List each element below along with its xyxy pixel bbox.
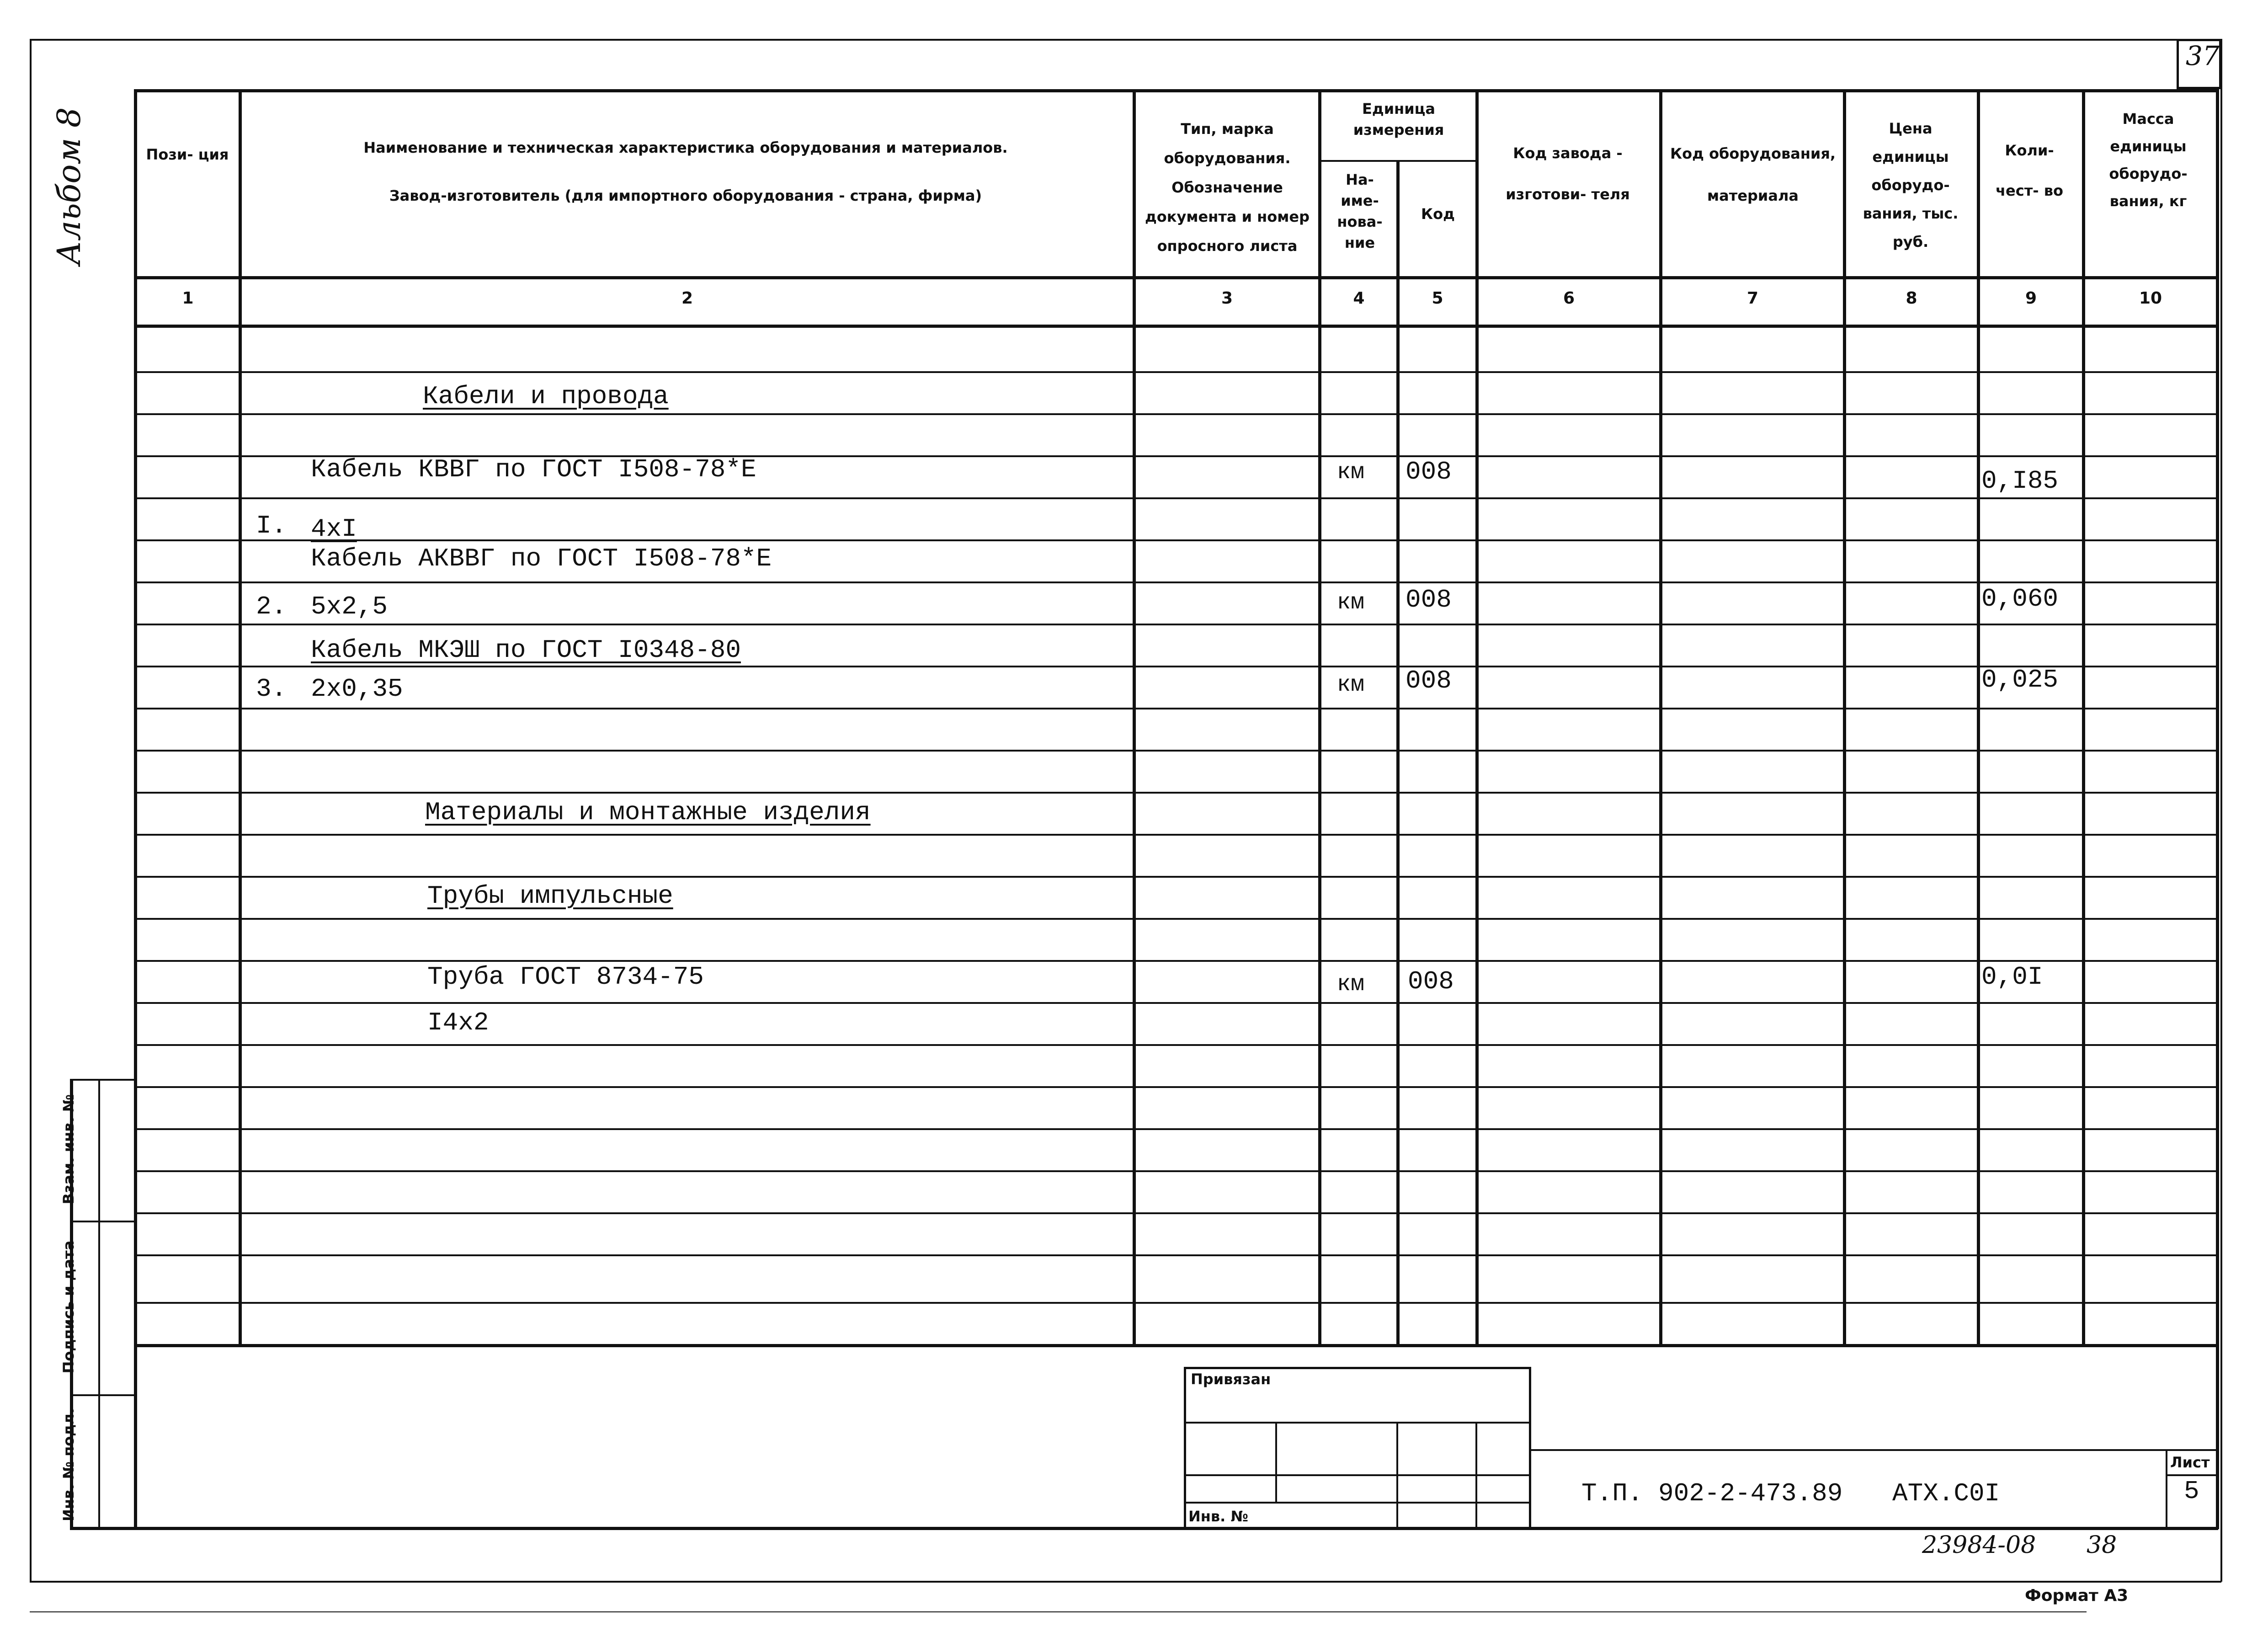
privyazan-row-2 (1184, 1474, 1531, 1476)
pipe-code: 008 (1408, 967, 1454, 996)
row-line (134, 413, 2218, 415)
table-bottom-line (134, 1344, 2218, 1347)
header-col10: Масса единицы оборудо- вания, кг (2109, 110, 2188, 210)
row-line (134, 1212, 2218, 1214)
colnum-5: 5 (1432, 289, 1443, 308)
colnum-1: 1 (182, 289, 194, 308)
section-cables: Кабели и провода (423, 382, 669, 411)
pos1: I. (256, 511, 287, 540)
header-bottom-line (134, 276, 2218, 279)
cable1-unit: км (1337, 459, 1365, 485)
privyazan-row-1 (1184, 1422, 1531, 1424)
outer-top-line (30, 39, 2221, 41)
row-line (134, 1044, 2218, 1046)
pipe-size: I4х2 (427, 1008, 489, 1037)
row-line (134, 497, 2218, 499)
row-line (134, 1128, 2218, 1130)
page-bottom-line (30, 1611, 2087, 1612)
header-col9: Коли- чест- во (1996, 142, 2063, 199)
docnum-top-line (1531, 1449, 2217, 1451)
cable1-qty: 0,I85 (1981, 466, 2059, 496)
header-unit-group: Единица измерения (1353, 100, 1444, 139)
header-col2-line1: Наименование и техническая характеристика оборудования и материалов. (363, 139, 1008, 156)
colnum-8: 8 (1906, 289, 1917, 308)
row-line (134, 792, 2218, 794)
stamp-vzam-inv: Взам. инв. № (60, 1094, 77, 1205)
pos3-size: 2х0,35 (311, 674, 403, 704)
row-line (134, 1170, 2218, 1172)
col-div-5 (1475, 89, 1479, 1346)
colnum-4: 4 (1353, 289, 1365, 308)
header-col7: Код оборудования, материала (1670, 145, 1836, 204)
inv-no-label: Инв. № (1188, 1508, 1248, 1525)
privyazan-col-2 (1396, 1422, 1398, 1529)
row-line (134, 960, 2218, 962)
privyazan-col-3 (1475, 1422, 1477, 1529)
table-top-line (134, 89, 2218, 92)
row-line (134, 876, 2218, 878)
album-label: Альбом 8 (50, 107, 88, 265)
cable1-code: 008 (1406, 457, 1452, 486)
format-label: Формат А3 (2025, 1586, 2129, 1605)
cable2-name: Кабель АКВВГ по ГОСТ I508-78*Е (311, 544, 772, 573)
row-line (134, 371, 2218, 373)
col-div-9 (2082, 89, 2085, 1346)
colnum-9: 9 (2025, 289, 2037, 308)
row-line (134, 834, 2218, 836)
sheet-number: 5 (2184, 1477, 2199, 1506)
colnum-3: 3 (1221, 289, 1233, 308)
privyazan-box (1184, 1367, 1531, 1529)
colnum-bottom-line (134, 325, 2218, 328)
privyazan-row-3 (1184, 1502, 1531, 1504)
cable2-qty: 0,060 (1981, 584, 2059, 613)
header-col2-line2: Завод-изготовитель (для импортного оборудования - страна, фирма) (389, 187, 982, 204)
cable2-code: 008 (1406, 585, 1452, 614)
row-line (134, 1002, 2218, 1004)
cable3-unit: км (1337, 672, 1365, 698)
pos2-size: 5х2,5 (311, 592, 388, 621)
doc-code: АТХ.С0I (1892, 1479, 2000, 1508)
header-col3: Тип, марка оборудования. Обозначение документа и номер опросного листа (1145, 120, 1310, 255)
sheet-box-mid (2166, 1474, 2217, 1476)
stamp-podpis-data: Подпись и дата (60, 1240, 77, 1374)
header-col5: Код (1421, 205, 1455, 223)
row-line (134, 1254, 2218, 1256)
row-line (134, 666, 2218, 667)
pipe-unit: км (1337, 971, 1365, 997)
handwritten-page: 38 (2087, 1531, 2117, 1559)
header-col8: Цена единицы оборудо- вания, тыс. руб. (1863, 120, 1959, 251)
sheet-box-left (2166, 1449, 2167, 1529)
privyazan-col-1 (1275, 1422, 1277, 1502)
row-line (134, 1086, 2218, 1088)
cable3-qty: 0,025 (1981, 665, 2059, 694)
colnum-2: 2 (681, 289, 693, 308)
table-right-line (2216, 89, 2219, 1529)
stamp-mid-line-2 (70, 1394, 134, 1396)
stamp-mid-line-1 (70, 1221, 134, 1222)
corner-page-number: 37 (2186, 40, 2220, 71)
row-line (134, 624, 2218, 625)
header-col6: Код завода - изготови- теля (1506, 144, 1630, 203)
col-div-8 (1977, 89, 1980, 1346)
header-col4: На- име- нова- ние (1337, 171, 1383, 251)
col-div-3 (1318, 89, 1321, 1346)
col-div-7 (1843, 89, 1846, 1346)
pipe-name: Труба ГОСТ 8734-75 (427, 962, 704, 992)
handwritten-number: 23984-08 (1922, 1531, 2036, 1559)
section-pipes: Трубы импульсные (427, 881, 673, 911)
outer-left-line (30, 39, 32, 1582)
outer-right-line (2220, 39, 2222, 1582)
row-line (134, 708, 2218, 709)
stamp-top-line (70, 1079, 134, 1081)
pos3: 3. (256, 674, 287, 704)
colnum-6: 6 (1563, 289, 1575, 308)
table-left-line (134, 89, 137, 1529)
pipe-qty: 0,0I (1981, 962, 2043, 992)
cable2-unit: км (1337, 590, 1365, 616)
header-col1: Пози- ция (146, 146, 229, 163)
doc-number: Т.П. 902-2-473.89 (1581, 1479, 1843, 1508)
outer-bottom-line (30, 1581, 2221, 1583)
stamp-inner-line (98, 1079, 100, 1529)
col-div-6 (1659, 89, 1662, 1346)
unit-group-line (1318, 160, 1476, 162)
cable3-code: 008 (1406, 666, 1452, 695)
colnum-10: 10 (2139, 289, 2162, 308)
pos2: 2. (256, 592, 287, 621)
stamp-inv-podl: Инв. № подл. (60, 1408, 77, 1521)
privyazan-label: Привязан (1191, 1371, 1271, 1388)
cable3-name: Кабель МКЭШ по ГОСТ I0348-80 (311, 635, 741, 665)
row-line (134, 750, 2218, 752)
row-line (134, 1302, 2218, 1304)
colnum-7: 7 (1746, 289, 1759, 308)
col-div-2 (1133, 89, 1136, 1346)
pos1-size: 4хI (311, 514, 357, 544)
row-line (134, 539, 2218, 541)
section-materials: Материалы и монтажные изделия (425, 798, 871, 827)
sheet-label: Лист (2170, 1454, 2210, 1471)
col-div-1 (239, 89, 242, 1346)
col-div-4 (1396, 160, 1400, 1346)
row-line (134, 918, 2218, 920)
row-line (134, 581, 2218, 583)
cable1-name: Кабель КВВГ по ГОСТ I508-78*Е (311, 455, 756, 484)
bottom-frame-line (70, 1527, 2218, 1530)
